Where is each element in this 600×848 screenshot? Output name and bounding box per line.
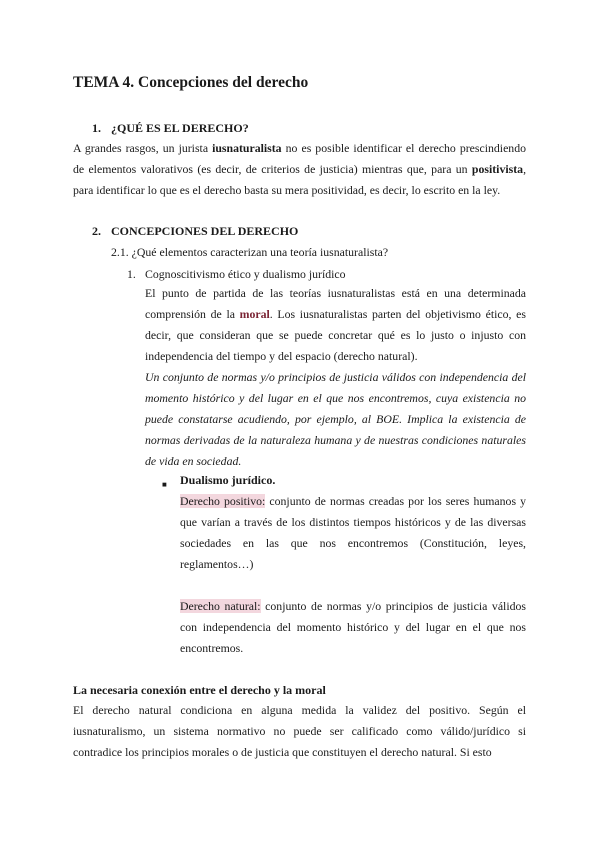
derecho-natural-paragraph: [180, 596, 526, 659]
derecho-positivo-paragraph: [180, 491, 526, 575]
item-1-paragraph: [145, 283, 526, 367]
text-span: El punto de partida de las teorías iusnaturalistas está en una determinada comprensión de la: [145, 286, 526, 321]
term-moral: moral: [239, 307, 270, 321]
item-1-title: Cognoscitivismo ético y dualismo jurídico: [145, 267, 346, 281]
section-3-paragraph: El derecho natural condiciona en alguna medida la validez del positivo. Según el iusnaturalismo, un sistema normativo no puede ser calificado como válido/jurídico si contradice los principios morales o de justicia que constituyen el derecho natural. Si esto: [73, 703, 526, 759]
page-title: TEMA 4. Concepciones del derecho: [73, 74, 309, 91]
italic-definition: [145, 367, 526, 472]
section-2-heading: [92, 224, 600, 239]
section-1-heading: [92, 121, 600, 136]
section-2-number: 2.: [92, 224, 101, 238]
section-3-heading: La necesaria conexión entre el derecho y la moral: [73, 683, 326, 697]
square-bullet-icon: ■: [162, 480, 167, 489]
section-1-title: ¿QUÉ ES EL DERECHO?: [111, 121, 249, 135]
text-span: . Los iusnaturalistas parten del objetivismo ético, es decir, que consideran que se puede concretar qué es lo justo o injusto con independencia del tiempo y del espacio (derecho natural).: [145, 307, 526, 363]
text-span: no es posible identificar el derecho prescindiendo de elementos valorativos (es decir, de criterios de justicia) mientras que, para un: [73, 141, 526, 176]
dualismo-heading: Dualismo jurídico.: [180, 473, 276, 487]
text-span: conjunto de normas y/o principios de justicia válidos con independencia del momento histórico y del lugar en el que nos encontremos.: [180, 599, 526, 655]
subsection-2-1: 2.1. ¿Qué elementos caracterizan una teoría iusnaturalista?: [111, 245, 389, 259]
text-span: conjunto de normas creadas por los seres humanos y que varían a través de los distintos tiempos históricos y de las diversas sociedades en las que nos encontremos (Constitución, leyes, reglamentos…): [180, 494, 527, 571]
italic-text: Un conjunto de normas y/o principios de justicia válidos con independencia del momento histórico y del lugar en el que nos encontremos, cuya existencia no puede constatarse acudiendo, por ejemplo, al BOE. Implica la existencia de normas derivadas de la naturaleza humana y de nuestras condiciones naturales de vida en sociedad.: [145, 370, 526, 468]
term-derecho-positivo: Derecho positivo:: [180, 494, 266, 508]
item-1-number: 1.: [127, 267, 136, 281]
term-positivista: positivista: [471, 162, 524, 176]
section-1-paragraph: [73, 138, 526, 201]
term-iusnaturalista: iusnaturalista: [212, 141, 282, 155]
text-span: A grandes rasgos, un jurista: [73, 141, 209, 155]
section-2-title: CONCEPCIONES DEL DERECHO: [111, 224, 299, 238]
section-1-number: 1.: [92, 121, 101, 135]
text-span: , para identificar lo que es el derecho basta su mera positividad, es decir, lo escrito en la ley.: [73, 162, 527, 197]
term-derecho-natural: Derecho natural:: [180, 599, 261, 613]
